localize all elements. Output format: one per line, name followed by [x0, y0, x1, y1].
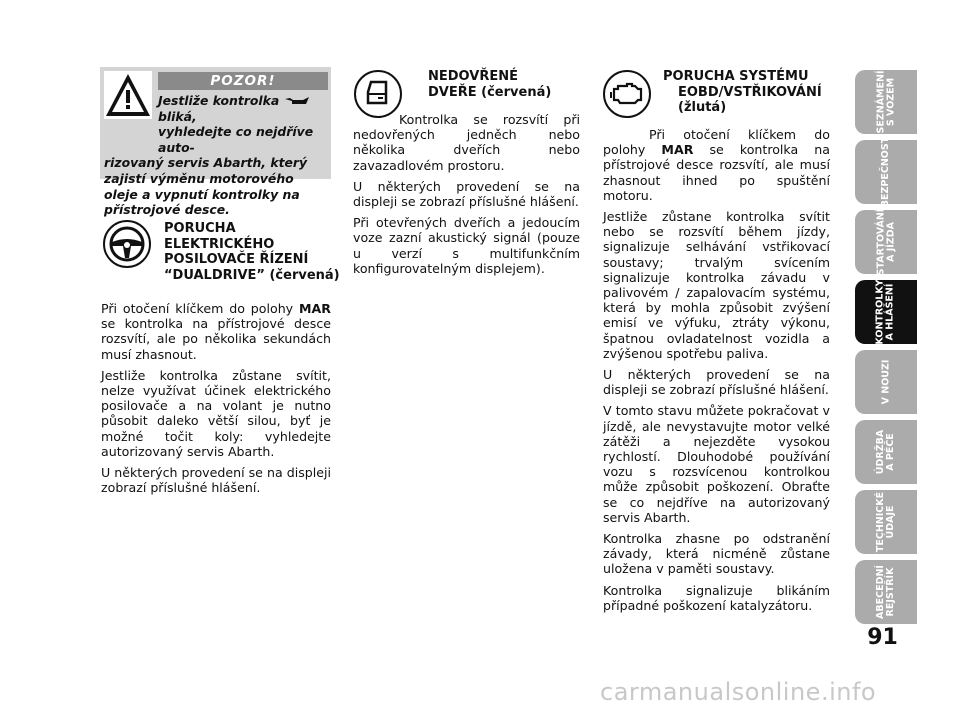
eobd-body — [603, 127, 830, 619]
doors-paragraph-3: Při otevřených dveřích a jedoucím voze zazní akustický signál (pouze u verzí s multifunkčním konfigurovatelným displejem). — [353, 215, 580, 276]
steering-wheel-icon — [103, 220, 151, 268]
doors-paragraph-1: Kontrolka se rozsvítí při nedovřených jedněch nebo několika dveřích nebo zavazadlovém prostoru. — [353, 112, 580, 173]
tab-startovani[interactable]: STARTOVÁNÍ A JÍZDA — [855, 210, 917, 274]
tab-v-nouzi[interactable]: V NOUZI — [855, 350, 917, 414]
oil-can-icon — [284, 95, 310, 106]
eobd-paragraph-3: U některých provedení se na displeji se zobrazí příslušné hlášení. — [603, 367, 830, 398]
tab-udrzba[interactable]: ÚDRŽBA A PÉČE — [855, 420, 917, 484]
steering-heading: PORUCHA ELEKTRICKÉHO POSILOVAČE ŘÍZENÍ “DUALDRIVE” (červená) — [164, 221, 340, 283]
warning-title: POZOR! — [158, 72, 328, 90]
warning-text: Jestliže kontrolka bliká, vyhledejte co nejdříve auto- rizovaný servis Abarth, který zajistí výměnu motorového oleje a vypnutí kontrolky na přístrojové desce. — [104, 93, 314, 218]
tab-abecedni-rejstrik[interactable]: ABECEDNÍ REJSTŘÍK — [855, 560, 917, 624]
steering-paragraph-3: U některých provedení se na displeji zobrazí příslušné hlášení. — [101, 465, 331, 496]
eobd-paragraph-6: Kontrolka signalizuje blikáním případné poškození katalyzátoru. — [603, 582, 830, 613]
warning-box — [100, 67, 331, 218]
eobd-paragraph-4: V tomto stavu můžete pokračovat v jízdě, ale nevystavujte motor velké zátěži a nejezděte vysokou rychlostí. Dlouhodobé používání vozu s rozsvícenou kontrolkou může způsobit poškození. Obraťte se co nejdříve na autorizovaný servis Abarth. — [603, 403, 830, 525]
doors-body — [353, 112, 580, 282]
eobd-paragraph-2: Jestliže zůstane kontrolka svítit nebo se rozsvítí během jízdy, signalizuje selhávání vstřikovací soustavy; trvalým svícením signalizuje kontrolka závadu v palivovém / zapalovacím systému, která by mohla způsobit zvýšení emisí ve výfuku, ztráty výkonu, špatnou ovladatelnost vozidla a zvýšenou spotřebu paliva. — [603, 209, 830, 361]
eobd-heading: PORUCHA SYSTÉMU EOBD/VSTŘIKOVÁNÍ (žlutá) — [663, 69, 822, 115]
steering-paragraph-2: Jestliže kontrolka zůstane svítit, nelze využívat účinek elektrického posilovače a na volant je nutno působit daleko větší silou, byť je možné točit koly: vyhledejte autorizovaný servis Abarth. — [101, 367, 331, 459]
engine-icon — [603, 70, 651, 118]
doors-heading: NEDOVŘENÉ DVEŘE (červená) — [428, 69, 552, 100]
page-number: 91 — [867, 625, 898, 650]
eobd-paragraph-5: Kontrolka zhasne po odstranění závady, která nicméně zůstane uložena v paměti soustavy. — [603, 531, 830, 577]
tab-technicke-udaje[interactable]: TECHNICKÉ ÚDAJE — [855, 490, 917, 554]
doors-paragraph-2: U některých provedení se na displeji se zobrazí příslušné hlášení. — [353, 178, 580, 210]
tab-bezpecnost[interactable]: BEZPEČNOST — [855, 140, 917, 204]
watermark: carmanualsonline.info — [600, 678, 877, 706]
tab-seznameni[interactable]: SEZNÁMENÍ S VOZEM — [855, 70, 917, 134]
open-door-icon — [354, 70, 402, 118]
steering-paragraph-1: Při otočení klíčkem do polohy MAR se kontrolka na přístrojové desce rozsvítí, ale po několika sekundách musí zhasnout. — [101, 301, 331, 362]
tab-kontrolky[interactable]: KONTROLKY A HLÁŠENÍ — [855, 280, 917, 344]
eobd-paragraph-1: Při otočení klíčkem do polohy MAR se kontrolka na přístrojové desce rozsvítí, ale musí zhasnout ihned po spuštění motoru. — [603, 127, 830, 203]
steering-body — [101, 301, 331, 501]
